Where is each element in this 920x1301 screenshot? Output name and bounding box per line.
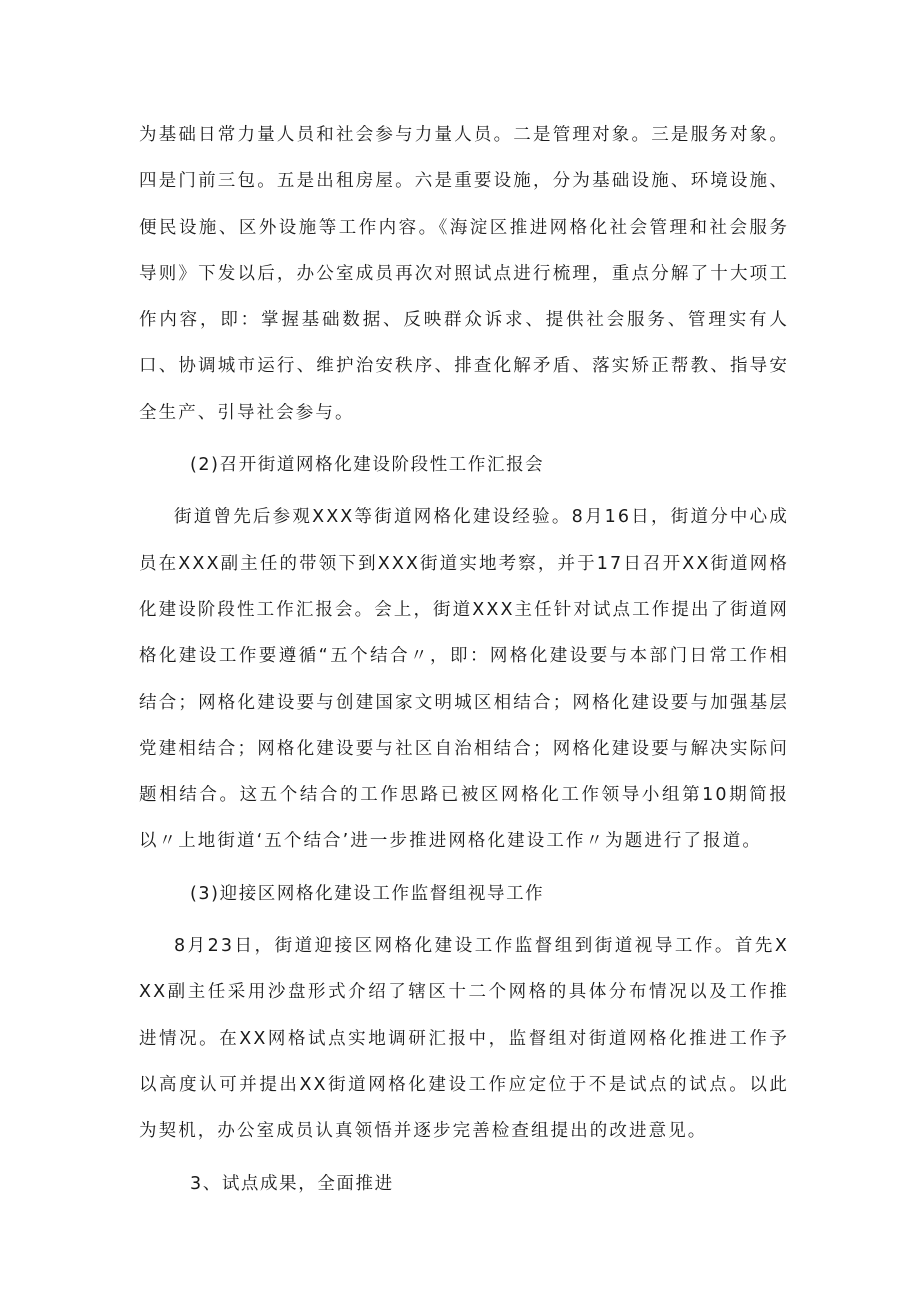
section-heading-2: (2)召开街道网格化建设阶段性工作汇报会 (190, 455, 545, 476)
document-body (139, 112, 789, 1213)
paragraph-continuation: 为基础日常力量人员和社会参与力量人员。二是管理对象。三是服务对象。四是门前三包。五是出租房屋。六是重要设施，分为基础设施、环境设施、便民设施、区外设施等工作内容。《海淀区推进网格化社会管理和社会服务导则》下发以后，办公室成员再次对照试点进行梳理，重点分解了十大项工作内容，即：掌握基础数据、反映群众诉求、提供社会服务、管理实有人口、协调城市运行、维护治安秩序、排查化解矛盾、落实矫正帮教、指导安全生产、引导社会参与。 (139, 125, 789, 423)
section-heading-pilot-results: 3、试点成果，全面推进 (190, 1173, 394, 1194)
paragraph-report-meeting: 街道曾先后参观XXX等街道网格化建设经验。8月16日，街道分中心成员在XXX副主任的带领下到XXX街道实地考察，并于17日召开XX街道网格化建设阶段性工作汇报会。会上，街道XXX主任针对试点工作提出了街道网格化建设工作要遵循“五个结合〃，即：网格化建设要与本部门日常工作相结合；网格化建设要与创建国家文明城区相结合；网格化建设要与加强基层党建相结合；网格化建设要与社区自治相结合；网格化建设要与解决实际问题相结合。这五个结合的工作思路已被区网格化工作领导小组第10期简报以〃上地街道‘五个结合’进一步推进网格化建设工作〃为题进行了报道。 (139, 507, 789, 852)
paragraph-inspection: 8月23日，街道迎接区网格化建设工作监督组到街道视导工作。首先XXX副主任采用沙盘形式介绍了辖区十二个网格的具体分布情况以及工作推进情况。在XX网格试点实地调研汇报中，监督组对街道网格化推进工作予以高度认可并提出XX街道网格化建设工作应定位于不是试点的试点。以此为契机，办公室成员认真领悟并逐步完善检查组提出的改进意见。 (139, 936, 789, 1142)
section-heading-3: (3)迎接区网格化建设工作监督组视导工作 (190, 883, 545, 904)
